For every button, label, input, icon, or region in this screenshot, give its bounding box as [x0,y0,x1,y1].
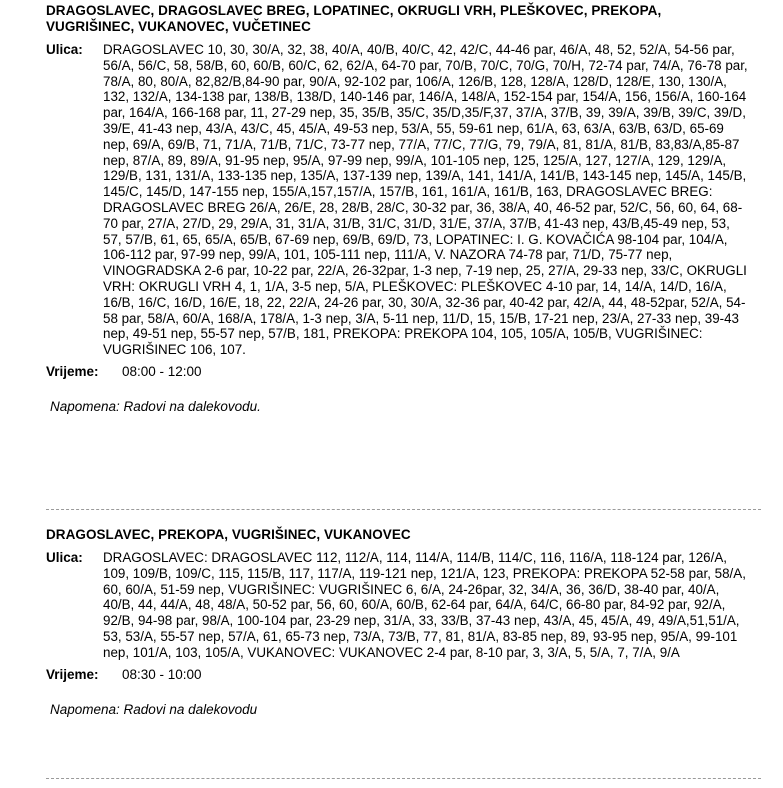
time-value: 08:30 - 10:00 [122,666,202,682]
outage-notice-2 [46,527,751,718]
notice-note: Napomena: Radovi na dalekovodu. [50,398,261,414]
time-row [46,364,751,380]
outage-notice-1 [46,3,751,415]
time-row [46,667,751,683]
notice-title: DRAGOSLAVEC, PREKOPA, VUGRIŠINEC, VUKANOVEC [46,527,411,542]
notice-title: DRAGOSLAVEC, DRAGOSLAVEC BREG, LOPATINEC, OKRUGLI VRH, PLEŠKOVEC, PREKOPA, VUGRIŠINEC, VUKANOVEC, VUČETINEC [46,3,662,34]
street-list: DRAGOSLAVEC 10, 30, 30/A, 32, 38, 40/A, 40/B, 40/C, 42, 42/C, 44-46 par, 46/A, 48, 52, 52/A, 54-56 par, 56/A, 56/C, 58, 58/B, 60, 60/B, 60/C, 62, 62/A, 64-70 par, 70/B, 70/C, 70/G, 70/H, 72-74 par, 74/A, 76-78 par, 78/A, 80, 80/A, 82,82/B,84-90 par, 90/A, 92-102 par, 106/A, 126/B, 128, 128/A, 128/D, 128/E, 130, 130/A, 132, 132/A, 134-138 par, 138/B, 138/D, 140-146 par, 146/A, 148/A, 152-154 par, 154/A, 156, 156/A, 160-164 par, 164/A, 166-168 par, 11, 27-29 nep, 35, 35/B, 35/C, 35/D,35/F,37, 37/A, 37/B, 39, 39/A, 39/B, 39/C, 39/D, 39/E, 41-43 nep, 43/A, 43/C, 45, 45/A, 49-53 nep, 53/A, 55, 59-61 nep, 61/A, 63, 63/A, 63/B, 63/D, 65-69 nep, 69/A, 69/B, 71, 71/A, 71/B, 71/C, 73-77 nep, 77/A, 77/C, 77/G, 79, 79/A, 81, 81/A, 81/B, 83,83/A,85-87 nep, 87/A, 89, 89/A, 91-95 nep, 95/A, 97-99 nep, 99/A, 101-105 nep, 125, 125/A, 127, 127/A, 129, 129/A, 129/B, 131, 131/A, 133-135 nep, 135/A, 137-139 nep, 139/A, 141, 141/A, 141/B, 143-145 nep, 145/A, 145/B, 145/C, 145/D, 147-155 nep, 155/A,157,157/A, 157/B, 161, 161/A, 161/B, 163, DRAGOSLAVEC BREG: DRAGOSLAVEC BREG 26/A, 26/E, 28, 28/B, 28/C, 30-32 par, 36, 38/A, 40, 46-52 par, 52/C, 56, 60, 64, 68-70 par, 27/A, 27/D, 29, 29/A, 31, 31/A, 31/B, 31/C, 31/D, 31/E, 37/A, 37/B, 41-43 nep, 43/B,45-49 nep, 53, 57, 57/B, 61, 65, 65/A, 65/B, 67-69 nep, 69/B, 69/D, 73, LOPATINEC: I. G. KOVAČIĆA 98-104 par, 104/A, 106-112 par, 97-99 nep, 99/A, 101, 105-111 nep, 111/A, V. NAZORA 74-78 par, 71/D, 75-77 nep, VINOGRADSKA 2-6 par, 10-22 par, 22/A, 26-32par, 1-3 nep, 7-19 nep, 25, 27/A, 29-33 nep, 33/C, OKRUGLI VRH: OKRUGLI VRH 4, 1, 1/A, 3-5 nep, 5/A, PLEŠKOVEC: PLEŠKOVEC 4-10 par, 14, 14/A, 14/D, 16/A, 16/B, 16/C, 16/D, 16/E, 18, 22, 22/A, 24-26 par, 30, 30/A, 32-36 par, 40-42 par, 42/A, 44, 48-52par, 52/A, 54-58 par, 58/A, 60/A, 168/A, 178/A, 1-3 nep, 3/A, 5-11 nep, 11/D, 15, 15/B, 17-21 nep, 23/A, 27-33 nep, 39-43 nep, 49-51 nep, 55-57 nep, 57/B, 181, PREKOPA: PREKOPA 104, 105, 105/A, 105/B, VUGRIŠINEC: VUGRIŠINEC 106, 107. [103,42,748,358]
time-label: Vrijeme: [46,363,99,379]
street-label: Ulica: [46,550,83,565]
street-row [46,550,751,661]
dashed-divider [46,509,761,510]
street-row [46,42,751,358]
time-label: Vrijeme: [46,666,99,682]
dashed-divider [46,778,761,779]
street-label: Ulica: [46,42,83,57]
time-value: 08:00 - 12:00 [122,363,202,379]
notice-note: Napomena: Radovi na dalekovodu [50,701,258,717]
street-list: DRAGOSLAVEC: DRAGOSLAVEC 112, 112/A, 114, 114/A, 114/B, 114/C, 116, 116/A, 118-124 par, 126/A, 109, 109/B, 109/C, 115, 115/B, 117, 117/A, 119-121 nep, 121/A, 123, PREKOPA: PREKOPA 52-58 par, 58/A, 60, 60/A, 51-59 nep, VUGRIŠINEC: VUGRIŠINEC 6, 6/A, 24-26par, 32, 34/A, 36, 36/D, 38-40 par, 40/A, 40/B, 44, 44/A, 48, 48/A, 50-52 par, 56, 60, 60/A, 60/B, 62-64 par, 64/A, 64/C, 66-80 par, 84-92 par, 92/A, 92/B, 94-98 par, 98/A, 100-104 par, 23-29 nep, 31/A, 33, 33/B, 37-43 nep, 43/A, 45, 45/A, 49, 49/A,51,51/A, 53, 53/A, 55-57 nep, 57/A, 61, 65-73 nep, 73/A, 73/B, 77, 81, 81/A, 83-85 nep, 89, 93-95 nep, 95/A, 99-101 nep, 101/A, 103, 105/A, VUKANOVEC: VUKANOVEC 2-4 par, 8-10 par, 3, 3/A, 5, 5/A, 7, 7/A, 9/A [103,550,746,660]
